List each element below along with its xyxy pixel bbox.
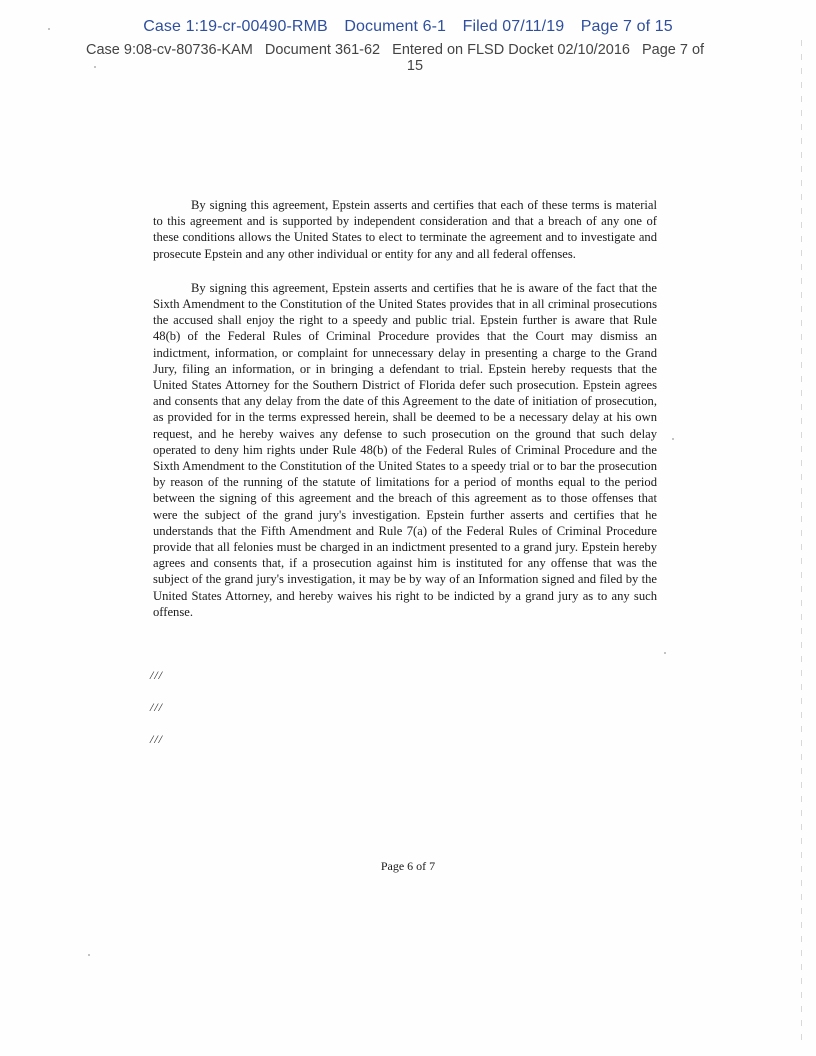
filed-date: Filed 07/11/19 [462, 18, 565, 35]
page-footer: Page 6 of 7 [380, 859, 436, 873]
case-number: Case 1:19-cr-00490-RMB [143, 18, 328, 35]
scan-speck [88, 954, 90, 956]
agreement-body [153, 197, 657, 638]
court-header-second [86, 42, 746, 58]
page-indicator: Page 7 of [641, 42, 705, 58]
paragraph: By signing this agreement, Epstein asserts and certifies that each of these terms is material to this agreement and is supported by independent consideration and that a breach of any one of these conditions allows the United States to elect to terminate the agreement and to investigate and prosecute Epstein and any other individual or entity for any and all federal offenses. [153, 198, 657, 261]
scan-speck [94, 66, 96, 68]
section-separator: /// [150, 668, 164, 682]
scan-speck [48, 28, 50, 30]
scan-speck [664, 652, 666, 654]
section-separator: /// [150, 732, 164, 746]
section-separator: /// [150, 700, 164, 714]
page-indicator: Page 7 of 15 [580, 18, 673, 35]
scan-edge-artifact [801, 40, 802, 1040]
court-header-top [0, 18, 816, 36]
scan-speck [672, 438, 674, 440]
case-number: Case 9:08-cv-80736-KAM [86, 42, 253, 58]
paragraph: By signing this agreement, Epstein asserts and certifies that he is aware of the fact that the Sixth Amendment to the Constitution of the United States provides that in all criminal prosecutions the accused shall enjoy the right to a speedy and public trial. Epstein further is aware that Rule 48(b) of the Federal Rules of Criminal Procedure provides that the Court may dismiss an indictment, information, or complaint for unnecessary delay in presenting a charge to the Grand Jury, filing an information, or in bringing a defendant to trial. Epstein hereby requests that the United States Attorney for the Southern District of Florida defer such prosecution. Epstein agrees and consents that any delay from the date of this Agreement to the date of initiation of prosecution, as provided for in the terms expressed herein, shall be deemed to be a necessary delay at his own request, and he hereby waives any defense to such prosecution on the ground that such delay operated to deny him rights under Rule 48(b) of the Federal Rules of Criminal Procedure and the Sixth Amendment to the Constitution of the United States to a speedy trial or to bar the prosecution by reason of the running of the statute of limitations for a period of months equal to the period between the signing of this agreement and the breach of this agreement as to those offenses that were the subject of the grand jury's investigation. Epstein further asserts and certifies that he understands that the Fifth Amendment and Rule 7(a) of the Federal Rules of Criminal Procedure provide that all felonies must be charged in an indictment presented to a grand jury. Epstein hereby agrees and consents that, if a prosecution against him is instituted for any offense that was the subject of the grand jury's investigation, it may be by way of an Information signed and filed by the United States Attorney, and hereby waives his right to be indicted by a grand jury as to any such offense. [153, 280, 657, 619]
document-number: Document 361-62 [264, 42, 381, 58]
document-number: Document 6-1 [344, 18, 447, 35]
docket-entry: Entered on FLSD Docket 02/10/2016 [392, 42, 630, 58]
page-total: 15 [406, 58, 424, 74]
